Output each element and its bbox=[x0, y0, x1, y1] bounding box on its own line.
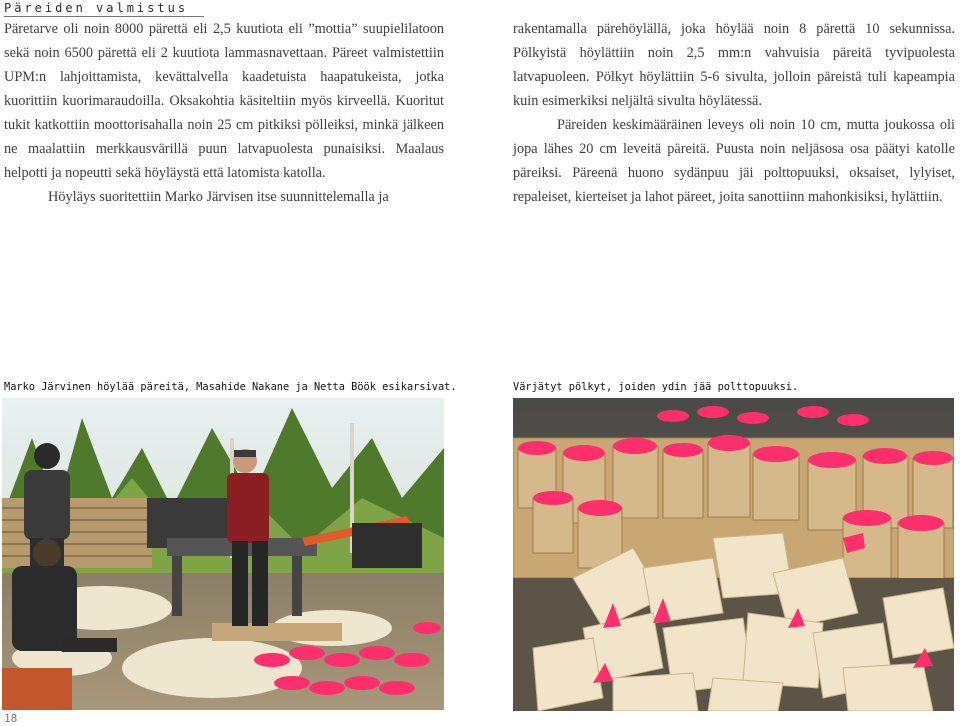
photo-shingle-planing bbox=[2, 398, 444, 710]
right-text-column bbox=[513, 17, 955, 209]
body-paragraph: rakentamalla pärehöylällä, joka höylää noin 8 pärettä 10 sekunnissa. Pölkyistä höylättiin noin 2,5 mm:n vahvuisia päreitä tyvipuolesta latvapuoleen. Pölkyt höylättiin 5-6 sivulta, jolloin päreistä tuli kapeampia kuin esimerkiksi neljältä sivulta höylätessä. bbox=[513, 21, 955, 109]
photo-caption-right: Värjätyt pölkyt, joiden ydin jää polttopuuksi. bbox=[513, 381, 799, 393]
section-heading: Päreiden valmistus bbox=[4, 1, 204, 17]
photo-caption-left: Marko Järvinen höylää päreitä, Masahide Nakane ja Netta Böök esikarsivat. bbox=[4, 381, 457, 393]
photo-painted-logs bbox=[513, 398, 954, 711]
body-paragraph: Höyläys suoritettiin Marko Järvisen itse suunnittelemalla ja bbox=[48, 189, 389, 205]
body-paragraph: Päreiden keskimääräinen leveys oli noin 10 cm, mutta joukossa oli jopa lähes 20 cm leveitä päreitä. Puusta noin neljäsosa osa päätyi katolle päreiksi. Päreenä huono sydänpuu jäi polttopuuksi, oksaiset, lylyiset, repaleiset, kierteiset ja lahot päreet, joita sanottiinn mahonkisiksi, hylättiin. bbox=[513, 117, 955, 205]
body-paragraph: Päretarve oli noin 8000 pärettä eli 2,5 kuutiota eli ”mottia” suupielilatoon sekä noin 6500 pärettä eli 2 kuutiota lammasnavettaan. Päreet valmistettiin UPM:n lahjoittamista, kevättalvella kaadetuista haapatukeista, jotka kuorittiin kuorimaraudoilla. Oksakohtia käsiteltiin myös kirveellä. Kuoritut tukit katkottiin moottorisahalla noin 25 cm pitkiksi pölleiksi, minkä jälkeen ne maalattiin merkkausvärillä puun latvapuolesta punaisiksi. Maalaus helpotti ja nopeutti sekä höyläystä että latomista katolla. bbox=[4, 21, 444, 181]
page-number: 18 bbox=[4, 712, 18, 725]
left-text-column bbox=[4, 17, 444, 209]
